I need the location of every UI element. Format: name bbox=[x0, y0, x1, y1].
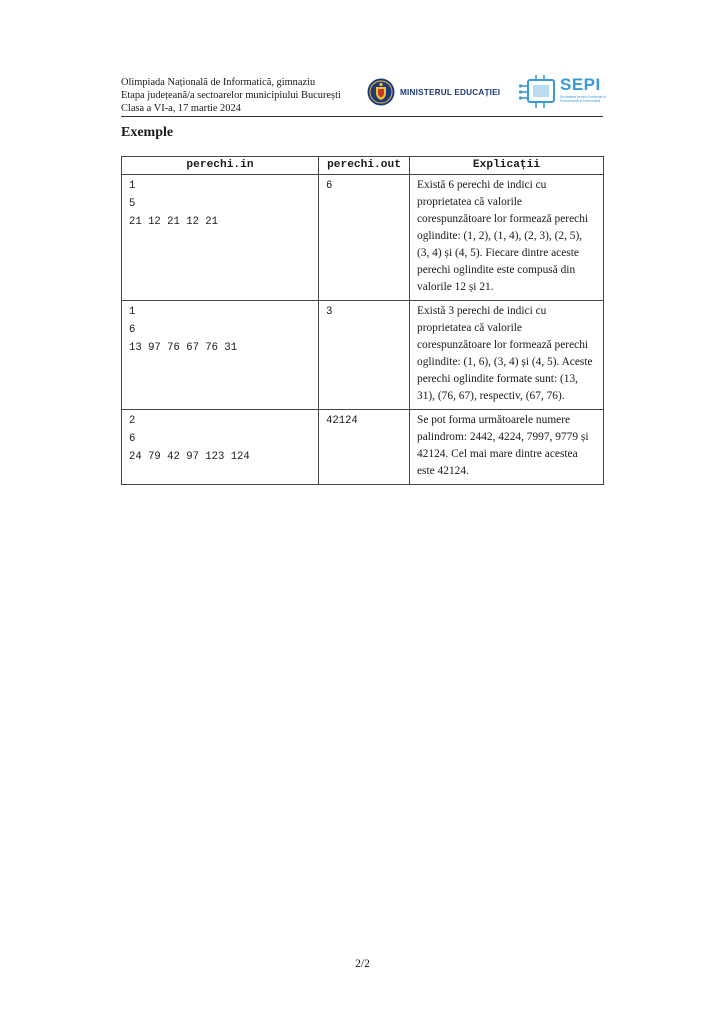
input-cell bbox=[122, 410, 319, 485]
input-cell bbox=[122, 301, 319, 410]
explanation-cell: Se pot forma următoarele numere palindrom: 2442, 4224, 7997, 9779 și 42124. Cel mai mare dintre acestea este 42124. bbox=[410, 410, 604, 485]
sepi-logo bbox=[518, 74, 606, 110]
examples-table bbox=[121, 156, 604, 485]
input-line: 1 bbox=[129, 180, 136, 192]
input-line: 2 bbox=[129, 415, 136, 427]
table-row bbox=[122, 410, 604, 485]
input-line: 1 bbox=[129, 306, 136, 318]
explanation-cell: Există 6 perechi de indici cu proprietatea că valorile corespunzătoare lor formează perechi oglindite: (1, 2), (1, 4), (2, 3), (2, 5), (3, 4) și (4, 5). Fiecare dintre aceste perechi oglindite este compusă din valorile 12 și 21. bbox=[410, 175, 604, 301]
ministry-logo bbox=[367, 78, 500, 106]
table-header-row bbox=[122, 157, 604, 175]
header-line-1: Olimpiada Națională de Informatică, gimnaziu bbox=[121, 77, 316, 88]
input-line: 5 bbox=[129, 198, 136, 210]
output-cell: 42124 bbox=[319, 410, 410, 485]
table-row bbox=[122, 175, 604, 301]
coat-of-arms-icon bbox=[367, 78, 395, 106]
competition-info bbox=[121, 76, 341, 115]
page-number: 2/2 bbox=[355, 958, 370, 970]
input-line: 21 12 21 12 21 bbox=[129, 216, 219, 228]
header-line-3: Clasa a VI-a, 17 martie 2024 bbox=[121, 103, 241, 114]
column-header-input: perechi.in bbox=[122, 157, 319, 175]
table-row bbox=[122, 301, 604, 410]
explanation-cell: Există 3 perechi de indici cu proprietatea că valorile corespunzătoare lor formează perechi oglindite: (1, 6), (3, 4) și (4, 5). Aceste perechi oglindite formate sunt: (13, 31), (76, 67), respectiv, (67, 76). bbox=[410, 301, 604, 410]
input-line: 6 bbox=[129, 433, 136, 445]
column-header-explanation: Explicații bbox=[410, 157, 604, 175]
input-line: 6 bbox=[129, 324, 136, 336]
ministry-label: MINISTERUL EDUCAȚIEI bbox=[400, 87, 501, 97]
output-cell: 6 bbox=[319, 175, 410, 301]
input-line: 13 97 76 67 76 31 bbox=[129, 342, 238, 354]
header-line-2: Etapa județeană/a sectoarelor municipiului București bbox=[121, 90, 341, 101]
circuit-icon bbox=[518, 74, 560, 110]
sepi-title: SEPI bbox=[560, 75, 601, 94]
output-cell: 3 bbox=[319, 301, 410, 410]
column-header-output: perechi.out bbox=[319, 157, 410, 175]
input-cell bbox=[122, 175, 319, 301]
header-divider bbox=[121, 116, 603, 117]
section-title: Exemple bbox=[121, 125, 174, 140]
page-header bbox=[121, 72, 606, 116]
input-line: 24 79 42 97 123 124 bbox=[129, 451, 250, 463]
sepi-subtitle: Societatea pentru Excelență și Performanță în Informatică bbox=[560, 95, 606, 103]
